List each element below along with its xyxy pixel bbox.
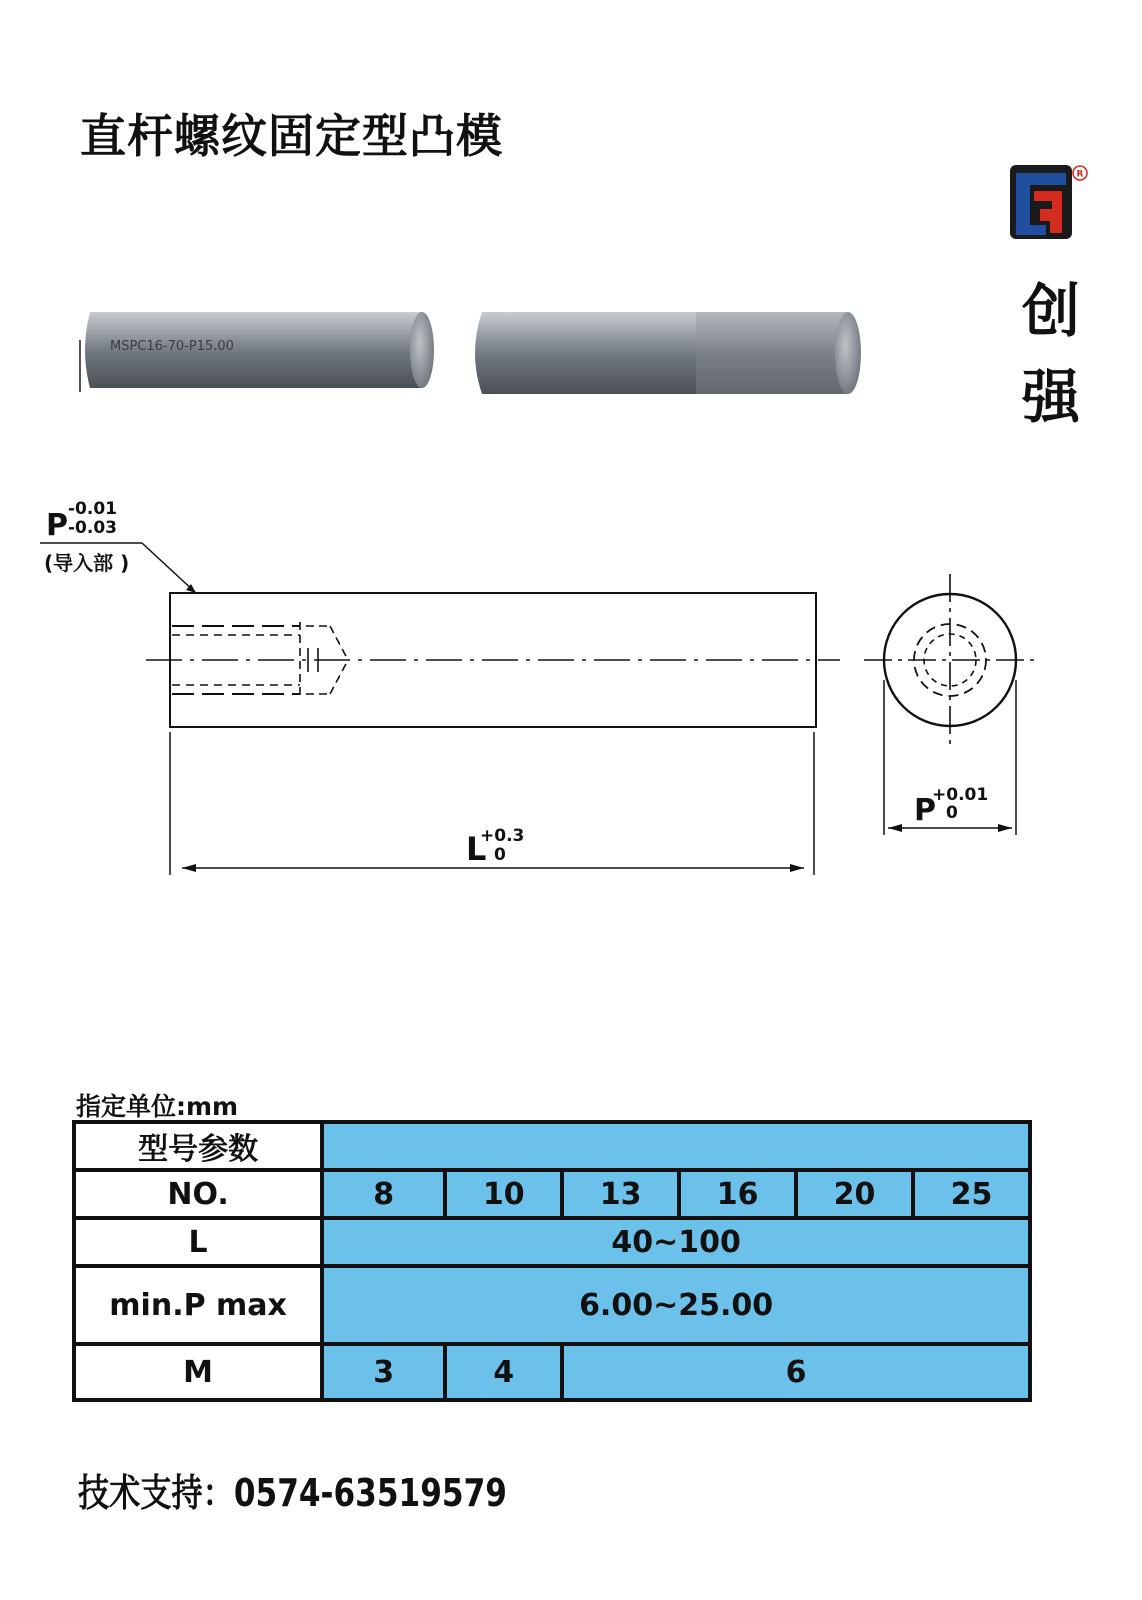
rod-engraving: MSPC16-70-P15.00: [110, 339, 234, 354]
pilot-tol-lower: -0.03: [68, 518, 117, 538]
rod-photo-left: [80, 312, 434, 392]
support-line: [78, 1462, 507, 1517]
row-label-m: M: [74, 1344, 322, 1400]
table-cell: 3: [322, 1344, 445, 1400]
brand-logo: [1010, 165, 1090, 245]
row-label-p: min.P max: [74, 1266, 322, 1344]
page-title: 直杆螺纹固定型凸模: [80, 109, 503, 163]
table-row-header: [74, 1122, 1030, 1170]
drill-point: [330, 626, 348, 660]
table-cell: 40~100: [322, 1218, 1030, 1266]
diameter-tol-upper: +0.01: [932, 785, 989, 805]
table-cell: 16: [679, 1170, 796, 1218]
table-row-p: [74, 1266, 1030, 1344]
brand-logo-icon: [1010, 165, 1090, 245]
pilot-tol-upper: -0.01: [68, 499, 117, 519]
technical-drawing: [0, 480, 1142, 900]
brand-char-1: 创: [1022, 277, 1081, 345]
length-tol-lower: 0: [494, 845, 506, 865]
table-cell: 13: [562, 1170, 679, 1218]
support-separator: ：: [202, 1471, 234, 1515]
table-row-m: [74, 1344, 1030, 1400]
diameter-tol-lower: 0: [946, 803, 958, 823]
rod-photo-right: [475, 312, 861, 394]
table-cell: 6.00~25.00: [322, 1266, 1030, 1344]
table-row-l: [74, 1218, 1030, 1266]
table-cell: 20: [796, 1170, 913, 1218]
table-cell: 8: [322, 1170, 445, 1218]
spec-table: [72, 1120, 1032, 1402]
diameter-label: P: [914, 793, 936, 828]
svg-text:R: R: [1076, 169, 1084, 180]
support-phone: 0574-63519579: [233, 1471, 507, 1515]
table-cell: 4: [445, 1344, 562, 1400]
pilot-note: (导入部 ): [44, 551, 130, 575]
table-header-value: [322, 1122, 1030, 1170]
table-header-label: 型号参数: [74, 1122, 322, 1170]
row-label-l: L: [74, 1218, 322, 1266]
length-label: L: [466, 830, 487, 868]
pilot-leader: [142, 543, 196, 593]
table-cell: 25: [913, 1170, 1030, 1218]
unit-label: 指定单位:mm: [76, 1092, 239, 1121]
row-label-no: NO.: [74, 1170, 322, 1218]
product-photos: [76, 300, 896, 410]
brand-char-2: 强: [1022, 363, 1081, 431]
support-label: 技术支持: [78, 1471, 203, 1515]
table-cell: 6: [562, 1344, 1030, 1400]
table-row-no: [74, 1170, 1030, 1218]
pilot-label: P: [46, 508, 68, 543]
table-cell: 10: [445, 1170, 562, 1218]
length-tol-upper: +0.3: [480, 826, 525, 846]
